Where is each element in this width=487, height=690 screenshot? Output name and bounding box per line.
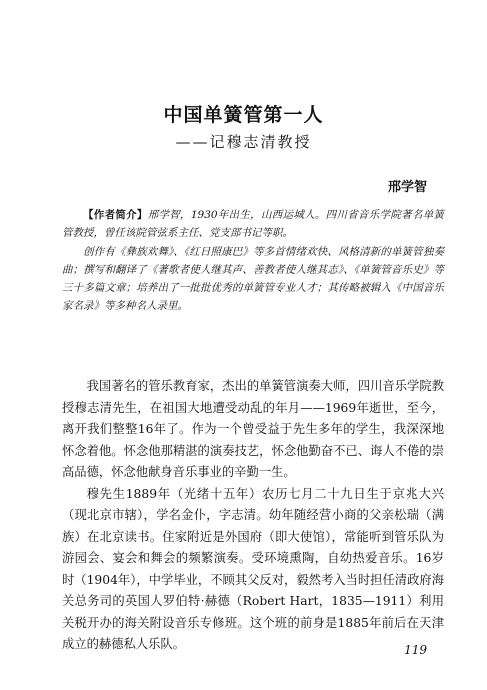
article-title: 中国单簧管第一人 xyxy=(163,104,324,126)
article-body xyxy=(62,376,444,656)
article-subtitle: ——记穆志清教授 xyxy=(175,133,312,151)
author-name: 邢学智 xyxy=(387,180,427,195)
author-bio-text: 邢学智，1930年出生，山西运城人。四川省音乐学院著名单簧管教授，曾任该院管弦系主任、党支部书记等职。 xyxy=(62,209,444,240)
body-paragraph: 我国著名的管乐教育家，杰出的单簧管演奏大师，四川音乐学院教授穆志清先生，在祖国大地遭受动乱的年月——1969年逝世，至今，离开我们整整16年了。作为一个曾受益于先生多年的学生，我深深地怀念着他。怀念他那精湛的演奏技艺，怀念他勤奋不已、诲人不倦的崇高品德，怀念他献身音乐事业的辛勤一生。 xyxy=(62,379,444,479)
author-bio-label: 【作者简介】 xyxy=(83,209,148,221)
author-bio-paragraph: 创作有《彝族欢舞》、《红日照康巴》等多首情绪欢快、风格清新的单簧管独奏曲；撰写和翻译了《著歌者使人继其声、善教者使人继其志》、《单簧管音乐史》等三十多篇文章；培养出了一批批优秀的单簧管专业人才；其传略被辑入《中国音乐家名录》等多种名人录里。 xyxy=(62,245,444,313)
author-bio xyxy=(62,206,444,316)
page-number: 119 xyxy=(404,643,427,657)
body-paragraph: 穆先生1889年（光绪十五年）农历七月二十九日生于京兆大兴（现北京市辖），学名金仆，字志清。幼年随经营小商的父亲松瑞（满族）在北京读书。住家附近是外国府（即大使馆），常能听到管乐队为游园会、宴会和舞会的频繁演奏。受环境熏陶，自幼热爱音乐。16岁时（1904年），中学毕业，不顾其父反对，毅然考入当时担任清政府海关总务司的英国人罗伯特·赫德（Robert Hart，1835—1911）利用关税开办的海关附设音乐专修班。这个班的前身是1885年前后在天津成立的赫德私人乐队。 xyxy=(62,486,444,651)
author-bio-paragraph xyxy=(62,206,444,243)
